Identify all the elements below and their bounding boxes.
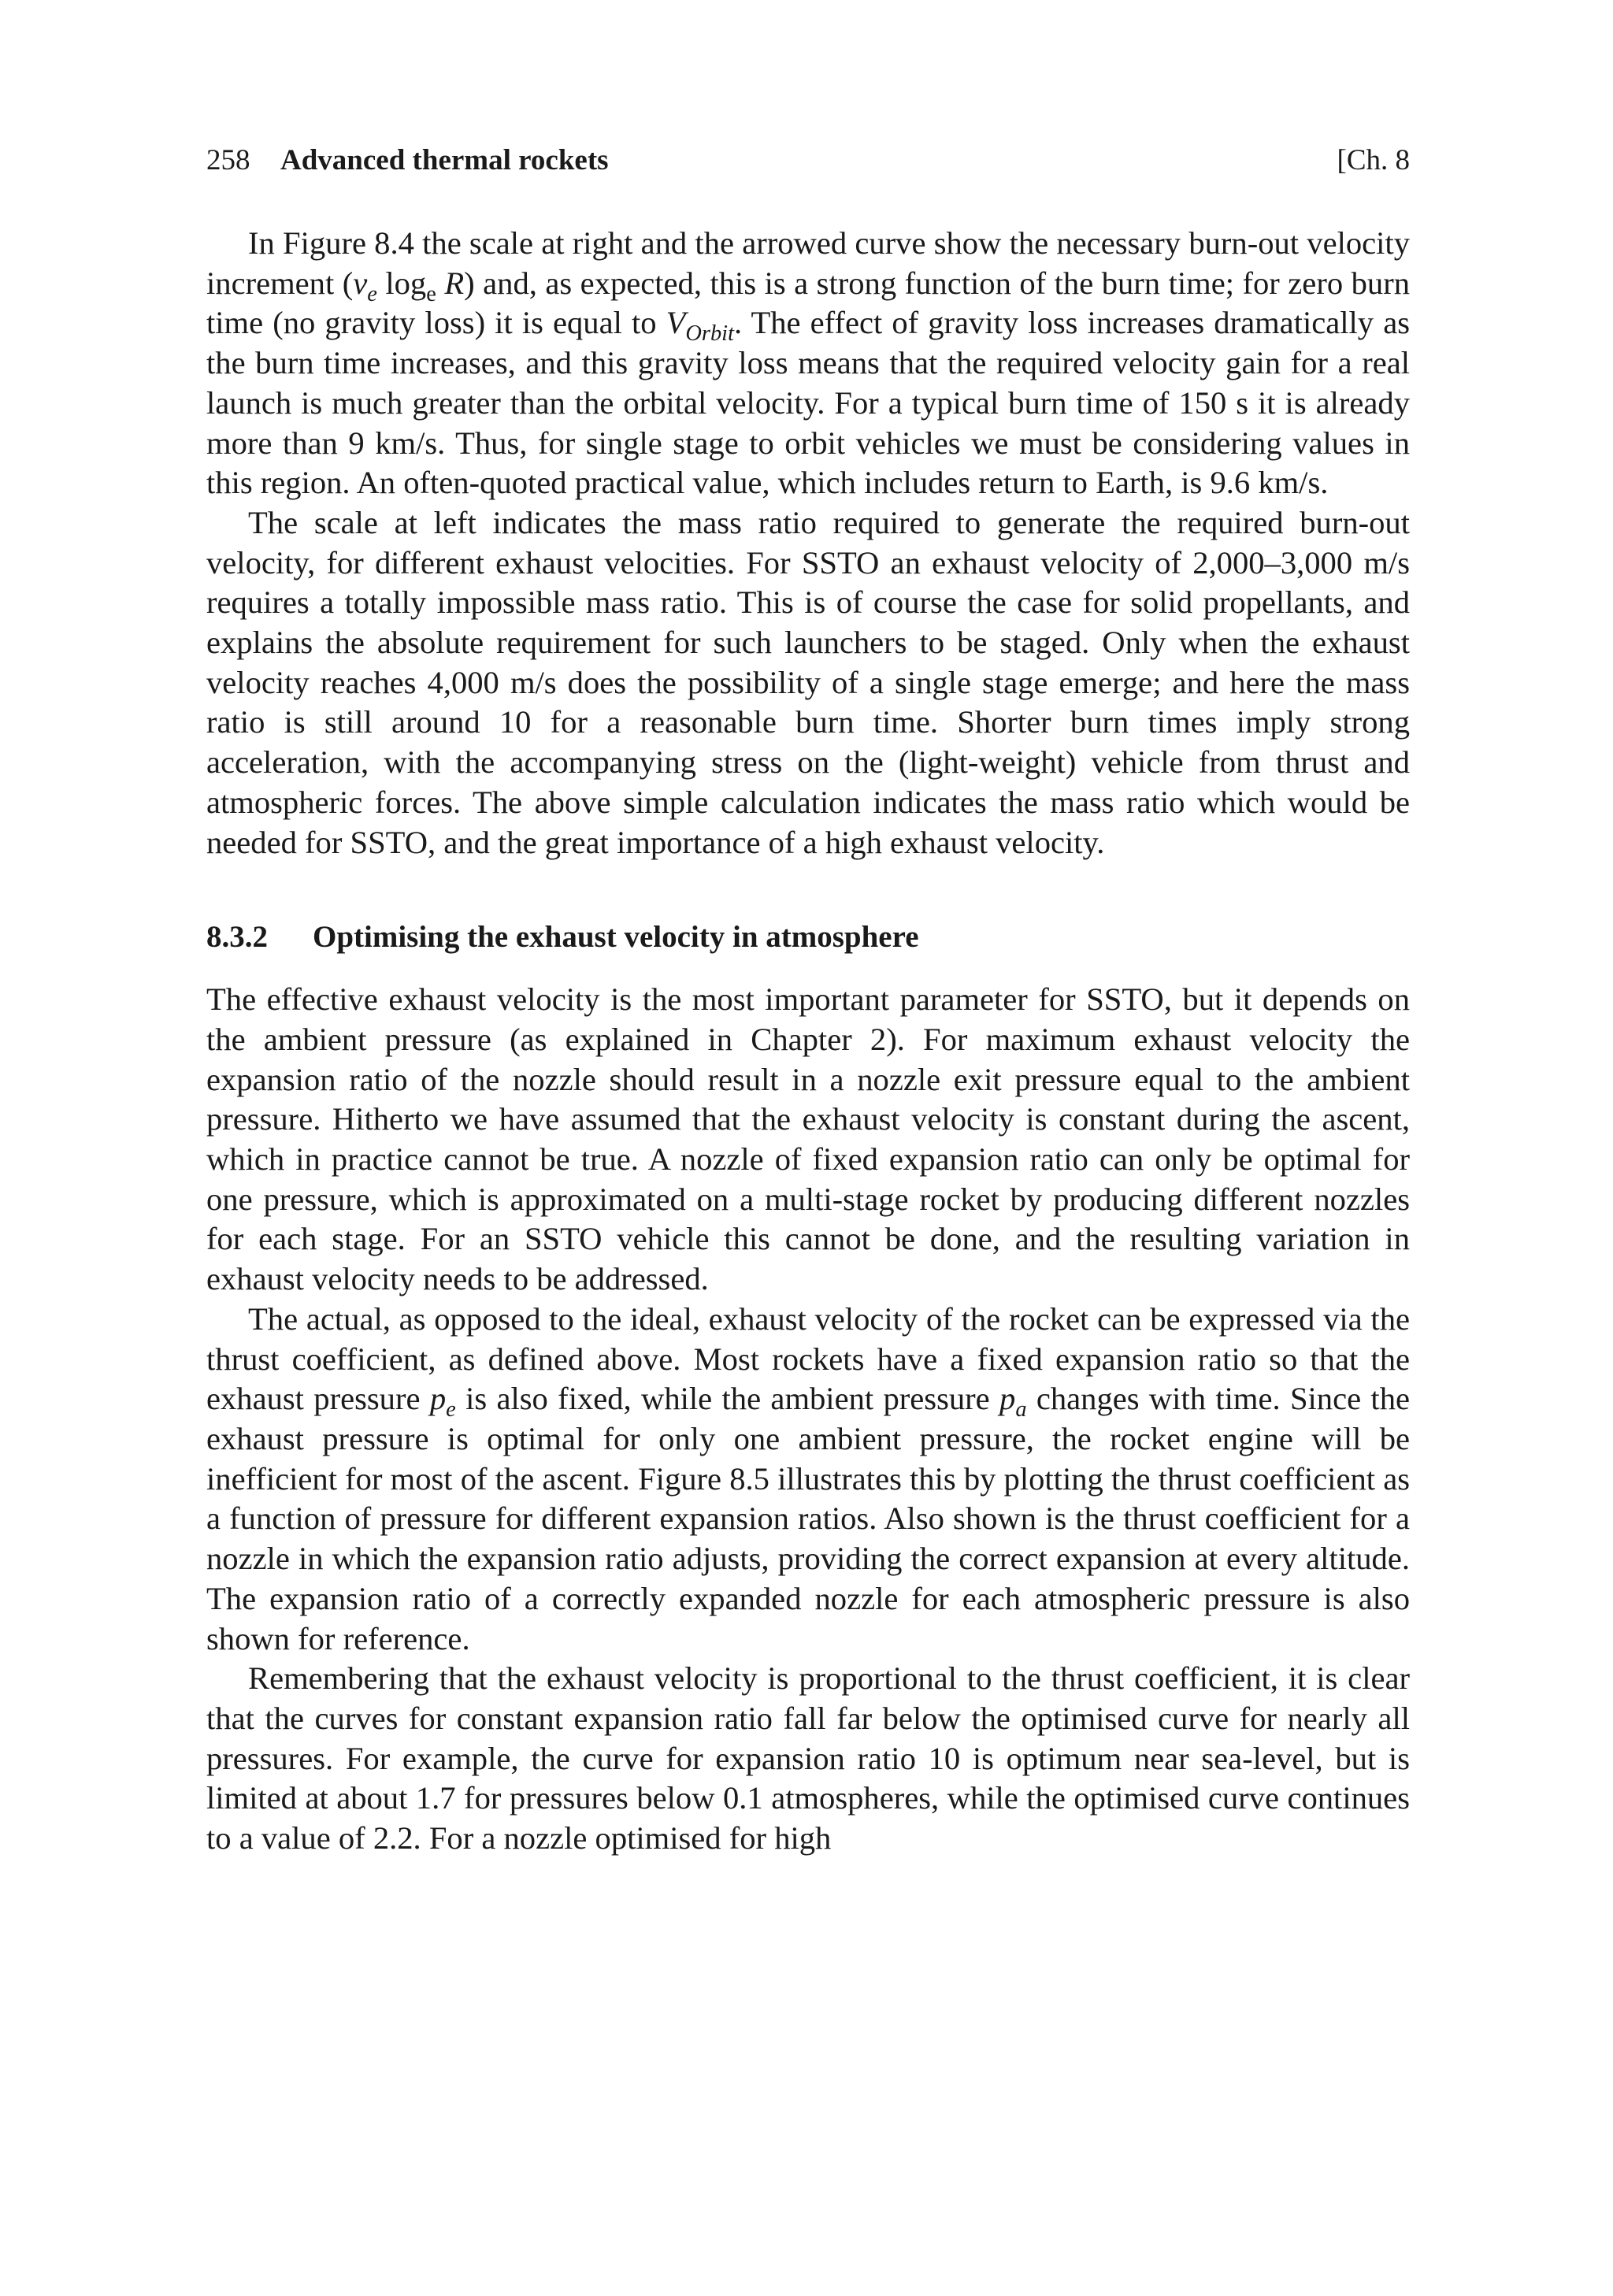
- math-pe: [429, 1381, 456, 1422]
- text-run: ) and, as expected, this is a strong function of the burn time; for zero burn time (no gravity loss) it is equal to: [206, 265, 1410, 341]
- text-run: changes with time. Since the exhaust pressure is optimal for only one ambient pressure, the rocket engine will be inefficient for most of the ascent. Figure 8.5 illustrates this by plotting the thrust coefficient as a function of pressure for different expansion ratios. Also shown is the thrust coefficient for a nozzle in which the expansion ratio adjusts, providing the correct expansion at every altitude. The expansion ratio of a correctly expanded nozzle for each atmospheric pressure is also shown for reference.: [206, 1381, 1411, 1656]
- math-subscript: Orbit: [685, 321, 734, 347]
- page-number: 258: [206, 144, 250, 176]
- paragraph-thrust-coefficient: [206, 1300, 1410, 1659]
- math-pa: [999, 1381, 1027, 1422]
- paragraph-burnout-velocity: [206, 224, 1410, 503]
- math-v-orbit: [666, 305, 734, 347]
- math-subscript: e: [426, 281, 436, 306]
- text-run: is also fixed, while the ambient pressure: [455, 1381, 1000, 1417]
- math-ve: [353, 265, 377, 306]
- text-run: The actual, as opposed to the ideal, exhaust velocity of the rocket can be expressed via the thrust coefficient, as defined above. Most rockets have a fixed expansion ratio so that the exhaust pressure: [206, 1300, 1410, 1417]
- math-log: log: [376, 265, 427, 301]
- math-subscript: e: [367, 281, 377, 306]
- math-symbol: V: [666, 305, 686, 341]
- text-run: In Figure 8.4 the scale at right and the arrowed curve show the necessary burn-out velocity increment (: [206, 225, 1410, 301]
- section-number: 8.3.2: [206, 920, 268, 955]
- running-header: [206, 140, 1410, 181]
- chapter-title: Advanced thermal rockets: [280, 144, 609, 176]
- paragraph-effective-exhaust: The effective exhaust velocity is the most important parameter for SSTO, but it depends on the ambient pressure (as explained in Chapter 2). For maximum exhaust velocity the expansion ratio of the nozzle should result in a nozzle exit pressure equal to the ambient pressure. Hitherto we have assumed that the exhaust velocity is constant during the ascent, which in practice cannot be true. A nozzle of fixed expansion ratio can only be optimal for one pressure, which is approximated on a multi-stage rocket by producing different nozzles for each stage. For an SSTO vehicle this cannot be done, and the resulting variation in exhaust velocity needs to be addressed.: [206, 981, 1410, 1297]
- paragraph-optimised-curve: Remembering that the exhaust velocity is proportional to the thrust coefficient, it is clear that the curves for constant expansion ratio fall far below the optimised curve for nearly all pressures. For example, the curve for expansion ratio 10 is optimum near sea-level, but is limited at about 1.7 for pressures below 0.1 atmospheres, while the optimised curve continues to a value of 2.2. For a nozzle optimised for high: [206, 1660, 1410, 1856]
- math-subscript: e: [446, 1397, 456, 1422]
- math-symbol: v: [353, 265, 368, 301]
- text-run: . The effect of gravity loss increases dramatically as the burn time increases, and this gravity loss means that the required velocity gain for a real launch is much greater than the orbital velocity. For a typical burn time of 150 s it is already more than 9 km/s. Thus, for single stage to orbit vehicles we must be considering values in this region. An often-quoted practical value, which includes return to Earth, is 9.6 km/s.: [206, 305, 1410, 501]
- math-r: R: [444, 265, 465, 301]
- section-heading: [206, 918, 1410, 957]
- paragraph-mass-ratio: The scale at left indicates the mass ratio required to generate the required burn-out velocity, for different exhaust velocities. For SSTO an exhaust velocity of 2,000–3,000 m/s requires a totally impossible mass ratio. This is of course the case for solid propellants, and explains the absolute requirement for such launchers to be staged. Only when the exhaust velocity reaches 4,000 m/s does the possibility of a single stage emerge; and here the mass ratio is still around 10 for a reasonable burn time. Shorter burn times imply strong acceleration, with the accompanying stress on the (light-weight) vehicle from thrust and atmospheric forces. The above simple calculation indicates the mass ratio which would be needed for SSTO, and the great importance of a high exhaust velocity.: [206, 504, 1410, 860]
- math-symbol: p: [999, 1381, 1016, 1417]
- math-symbol: p: [429, 1381, 447, 1417]
- math-subscript: a: [1015, 1397, 1027, 1422]
- chapter-reference: [Ch. 8: [1337, 144, 1410, 176]
- body-text: [206, 224, 1410, 1859]
- section-title: Optimising the exhaust velocity in atmosphere: [313, 920, 919, 955]
